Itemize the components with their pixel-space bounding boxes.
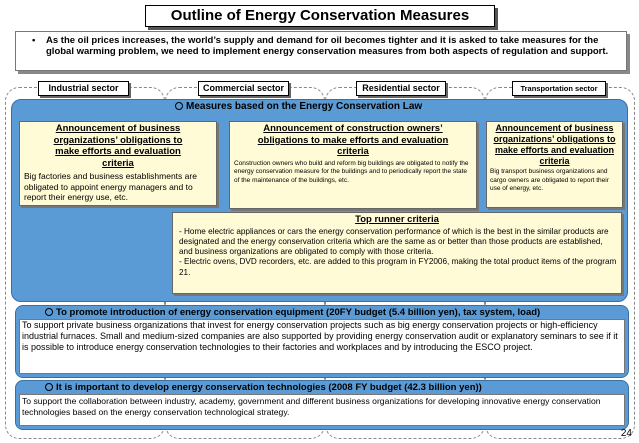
law-title-text: Measures based on the Energy Conservation Law bbox=[186, 101, 423, 112]
intro-box bbox=[15, 31, 627, 71]
intro-text: As the oil prices increases, the world’s supply and demand for oil becomes tighter and it is asked to take measures for the global warming problem, we need to implement energy conservation measures from both aspects of regulation and support. bbox=[46, 35, 609, 57]
transport-obligations-heading: Announcement of business organizations’ obligations to make efforts and evaluation criteria bbox=[493, 123, 616, 166]
construction-obligations-text: Construction owners who build and reform big buildings are obligated to notify the energy conservation measure for the buildings and to periodically report the state of the maintenance of the buildings, etc. bbox=[234, 159, 469, 184]
circle-icon bbox=[45, 308, 53, 316]
bullet-icon: • bbox=[32, 35, 36, 46]
develop-technology-title bbox=[45, 382, 482, 393]
business-obligations-box bbox=[19, 121, 217, 206]
promote-equipment-text: To support private business organizations that invest for energy conservation projects such as big energy conservation projects or high-efficiency industrial furnaces. Small and medium-sized companies are also supported by providing energy conservation audit or explanatory seminars to see if it is possible to introduce energy conservation technologies to their factories and workplaces and by introducing the ESCO project. bbox=[22, 320, 618, 353]
top-runner-item-1: - Home electric appliances or cars the energy conservation performance of which is the best in the similar products are designated and the energy conservation criteria which are the same as or better than those products are established, and business organizations are obligated to comply with those criteria. bbox=[179, 226, 609, 257]
law-panel-title bbox=[175, 101, 422, 112]
sector-residential: Residential sector bbox=[356, 81, 446, 96]
sector-transportation: Transportation sector bbox=[512, 81, 606, 96]
business-obligations-heading: Announcement of business organizations’ obligations to make efforts and evaluation criteria bbox=[53, 123, 183, 169]
circle-icon bbox=[45, 383, 53, 391]
construction-obligations-box bbox=[229, 121, 477, 209]
promote-title-text: To promote introduction of energy conservation equipment (20FY budget (5.4 billion yen), tax system, load) bbox=[56, 307, 541, 318]
top-runner-heading: Top runner criteria bbox=[355, 214, 439, 225]
top-runner-item-2: - Electric ovens, DVD recorders, etc. are added to this program in FY2006, making the total product items of the program 21. bbox=[179, 257, 617, 277]
transport-obligations-box bbox=[486, 121, 623, 208]
sector-industrial: Industrial sector bbox=[38, 81, 129, 96]
transport-obligations-text: Big transport business organizations and cargo owners are obligated to report their use of energy, etc. bbox=[490, 168, 609, 193]
page-number: 24 bbox=[620, 428, 632, 439]
promote-equipment-title bbox=[45, 307, 540, 318]
construction-obligations-heading: Announcement of construction owners’ obligations to make efforts and evaluation criteria bbox=[257, 123, 449, 157]
develop-title-text: It is important to develop energy conservation technologies (2008 FY budget (42.3 billion yen)) bbox=[56, 382, 482, 393]
slide-title: Outline of Energy Conservation Measures bbox=[145, 5, 495, 27]
business-obligations-text: Big factories and business establishments are obligated to appoint energy managers and to report their energy use, etc. bbox=[24, 171, 197, 202]
develop-technology-text: To support the collaboration between industry, academy, government and different business organizations for developing innovative energy conservation technologies based on the energy conservation technological strategy. bbox=[22, 396, 601, 417]
top-runner-box bbox=[172, 212, 622, 294]
circle-icon bbox=[175, 102, 183, 110]
sector-commercial: Commercial sector bbox=[198, 81, 289, 96]
